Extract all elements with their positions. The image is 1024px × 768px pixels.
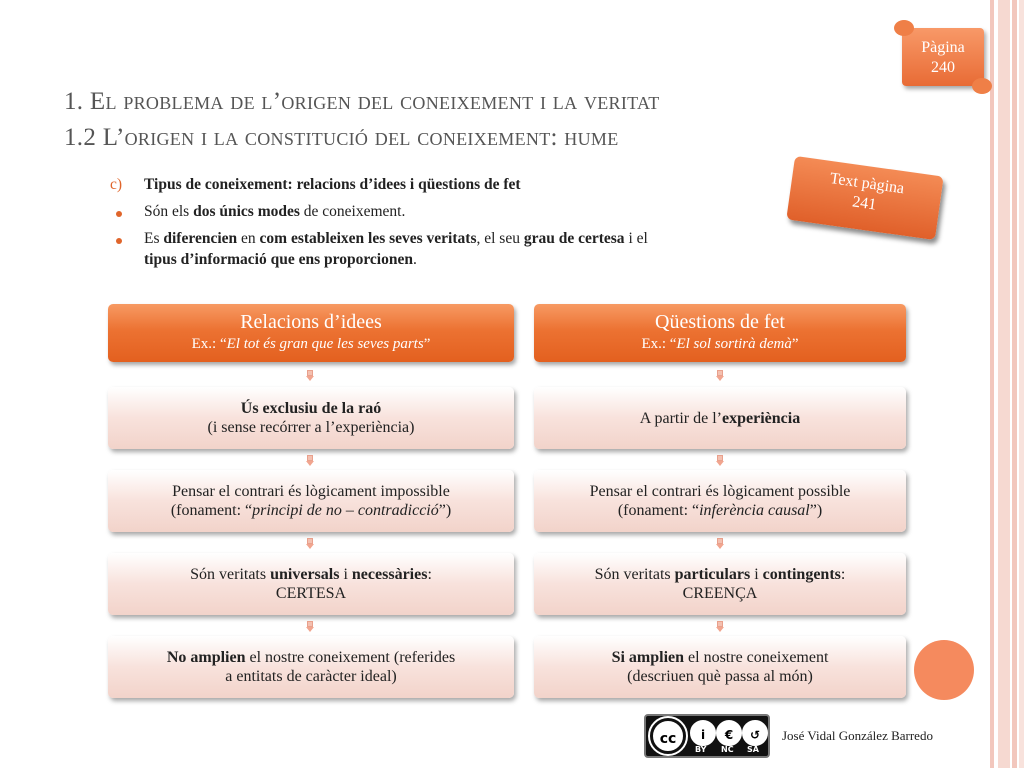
edge-stripe	[998, 0, 1010, 768]
section-heading: Tipus de coneixement: relacions d’idees i qüestions de fet	[144, 176, 521, 193]
right-box-2: Pensar el contrari és lògicament possible (fonament: “inferència causal”)	[534, 470, 906, 532]
decorative-circle	[914, 640, 974, 700]
right-box-4: Si amplien el nostre coneixement (descriuen què passa al món)	[534, 636, 906, 698]
by-label: BY	[695, 745, 707, 754]
sharealike-icon: ↺	[742, 720, 768, 746]
by-attribution-icon: i	[690, 720, 716, 746]
scroll-roll-bottom	[972, 78, 992, 94]
slide-title-line-1: 1. El problema de l’origen del coneixement i la veritat	[64, 88, 660, 115]
page-number: 240	[931, 59, 955, 76]
bullet-text-2-cont: tipus d’informació que ens proporcionen.	[144, 251, 417, 268]
left-box-4: No amplien el nostre coneixement (referides a entitats de caràcter ideal)	[108, 636, 514, 698]
bullet-text-2: Es diferencien en com estableixen les seves veritats, el seu grau de certesa i el	[144, 230, 648, 247]
text-page-tag	[786, 156, 943, 240]
scroll-roll-top	[894, 20, 914, 36]
down-arrow-icon	[716, 455, 724, 467]
header-title: Qüestions de fet	[655, 311, 785, 333]
down-arrow-icon	[716, 621, 724, 633]
author-credit: José Vidal González Barredo	[782, 728, 933, 743]
bullet-icon	[116, 238, 122, 244]
edge-stripe	[1012, 0, 1017, 768]
noncommercial-icon: €	[716, 720, 742, 746]
right-box-3: Són veritats particulars i contingents: CREENÇA	[534, 553, 906, 615]
nc-label: NC	[721, 745, 734, 754]
left-box-2: Pensar el contrari és lògicament impossible (fonament: “principi de no – contradicció”)	[108, 470, 514, 532]
edge-stripe	[990, 0, 994, 768]
down-arrow-icon	[716, 538, 724, 550]
edge-stripe	[1019, 0, 1024, 768]
relations-of-ideas-header	[108, 304, 514, 362]
list-marker: c)	[110, 176, 123, 193]
page-reference-tag	[902, 28, 984, 86]
text-tag-label: Text pàgina	[828, 170, 906, 198]
down-arrow-icon	[306, 455, 314, 467]
header-example: Ex.: “El tot és gran que les seves parts”	[191, 336, 431, 352]
down-arrow-icon	[306, 538, 314, 550]
left-box-1: Ús exclusiu de la raó (i sense recórrer a l’experiència)	[108, 387, 514, 449]
down-arrow-icon	[306, 621, 314, 633]
left-box-3: Són veritats universals i necessàries: CERTESA	[108, 553, 514, 615]
text-tag-number: 241	[851, 193, 878, 214]
right-box-1: A partir de l’experiència	[534, 387, 906, 449]
bullet-text-1: Són els dos únics modes de coneixement.	[144, 203, 406, 220]
down-arrow-icon	[306, 370, 314, 382]
sa-label: SA	[747, 745, 759, 754]
creative-commons-license-badge	[644, 714, 770, 758]
header-example: Ex.: “El sol sortirà demà”	[641, 336, 799, 352]
bullet-icon	[116, 211, 122, 217]
slide-title-line-2: 1.2 L’origen i la constitució del coneixement: hume	[64, 124, 619, 151]
matters-of-fact-header	[534, 304, 906, 362]
down-arrow-icon	[716, 370, 724, 382]
cc-icon: cc	[650, 718, 686, 754]
header-title: Relacions d’idees	[240, 311, 382, 333]
page-label: Pàgina	[921, 39, 965, 56]
